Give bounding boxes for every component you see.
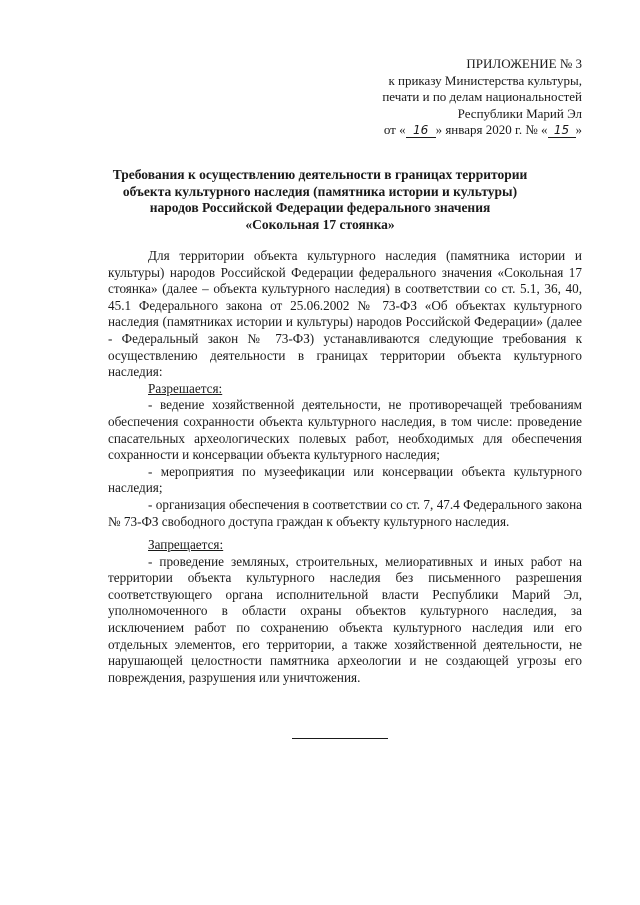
handwritten-day: 16 — [406, 124, 436, 138]
date-prefix: от « — [383, 122, 406, 137]
date-middle: » января 2020 г. № « — [435, 122, 548, 137]
end-divider — [292, 738, 388, 739]
title-line-4: «Сокольная 17 стоянка» — [245, 216, 395, 232]
forbidden-heading: Запрещается: — [148, 537, 224, 553]
allowed-item: - ведение хозяйственной деятельности, не противоречащей требованиям обеспечения сохранности объекта культурного наследия, в том числе: проведение спасательных археологических полевых работ, необходимых для обеспечения сохранности и консервации объекта культурного наследия; — [108, 397, 582, 463]
date-suffix: » — [575, 122, 582, 137]
appendix-title: ПРИЛОЖЕНИЕ № 3 — [466, 56, 582, 71]
title-line-1: Требования к осуществлению деятельности в границах территории — [112, 167, 528, 182]
forbidden-item: - проведение земляных, строительных, мелиоративных и иных работ на территории объекта культурного наследия без письменного разрешения соответствующего органа исполнительной власти Республики Марий Эл, уполномоченного в области охраны объектов культурного наследия, за исключением работ по сохранению объекта культурного наследия или его отдельных элементов, его территории, а также хозяйственной деятельности, не нарушающей целостности памятника археологии и не создающей угрозы его повреждения, разрушения или уничтожения. — [108, 553, 582, 685]
allowed-heading: Разрешается: — [148, 380, 223, 396]
document-body — [108, 248, 582, 686]
allowed-heading-line — [108, 381, 582, 398]
intro-paragraph: Для территории объекта культурного наследия (памятника истории и культуры) народов Российской Федерации федерального значения «Сокольная 17 стоянка» (далее – объекта культурного наследия) в соответствии со ст. 5.1, 36, 40, 45.1 Федерального закона от 25.06.2002 № 73-ФЗ «Об объектах культурного наследия (памятниках истории и культуры) народов Российской Федерации» (далее - Федеральный закон № 73-ФЗ) устанавливаются следующие требования к осуществлению деятельности в границах территории объекта культурного наследия: — [108, 248, 582, 380]
appendix-header — [322, 56, 582, 139]
appendix-date-line — [322, 122, 582, 139]
allowed-item: - организация обеспечения в соответствии со ст. 7, 47.4 Федерального закона № 73-ФЗ свободного доступа граждан к объекту культурного наследия. — [108, 496, 582, 529]
title-line-3: народов Российской Федерации федерального значения — [149, 200, 491, 215]
forbidden-heading-line — [108, 537, 582, 554]
title-line-2: объекта культурного наследия (памятника истории и культуры) — [122, 183, 518, 199]
document-title — [100, 167, 540, 233]
appendix-line-3: Республики Марий Эл — [457, 105, 582, 121]
appendix-line-1: к приказу Министерства культуры, — [388, 72, 582, 88]
handwritten-number: 15 — [548, 124, 576, 138]
allowed-item: - мероприятия по музеефикации или консервации объекта культурного наследия; — [108, 463, 582, 496]
appendix-line-2: печати и по делам национальностей — [382, 89, 582, 104]
